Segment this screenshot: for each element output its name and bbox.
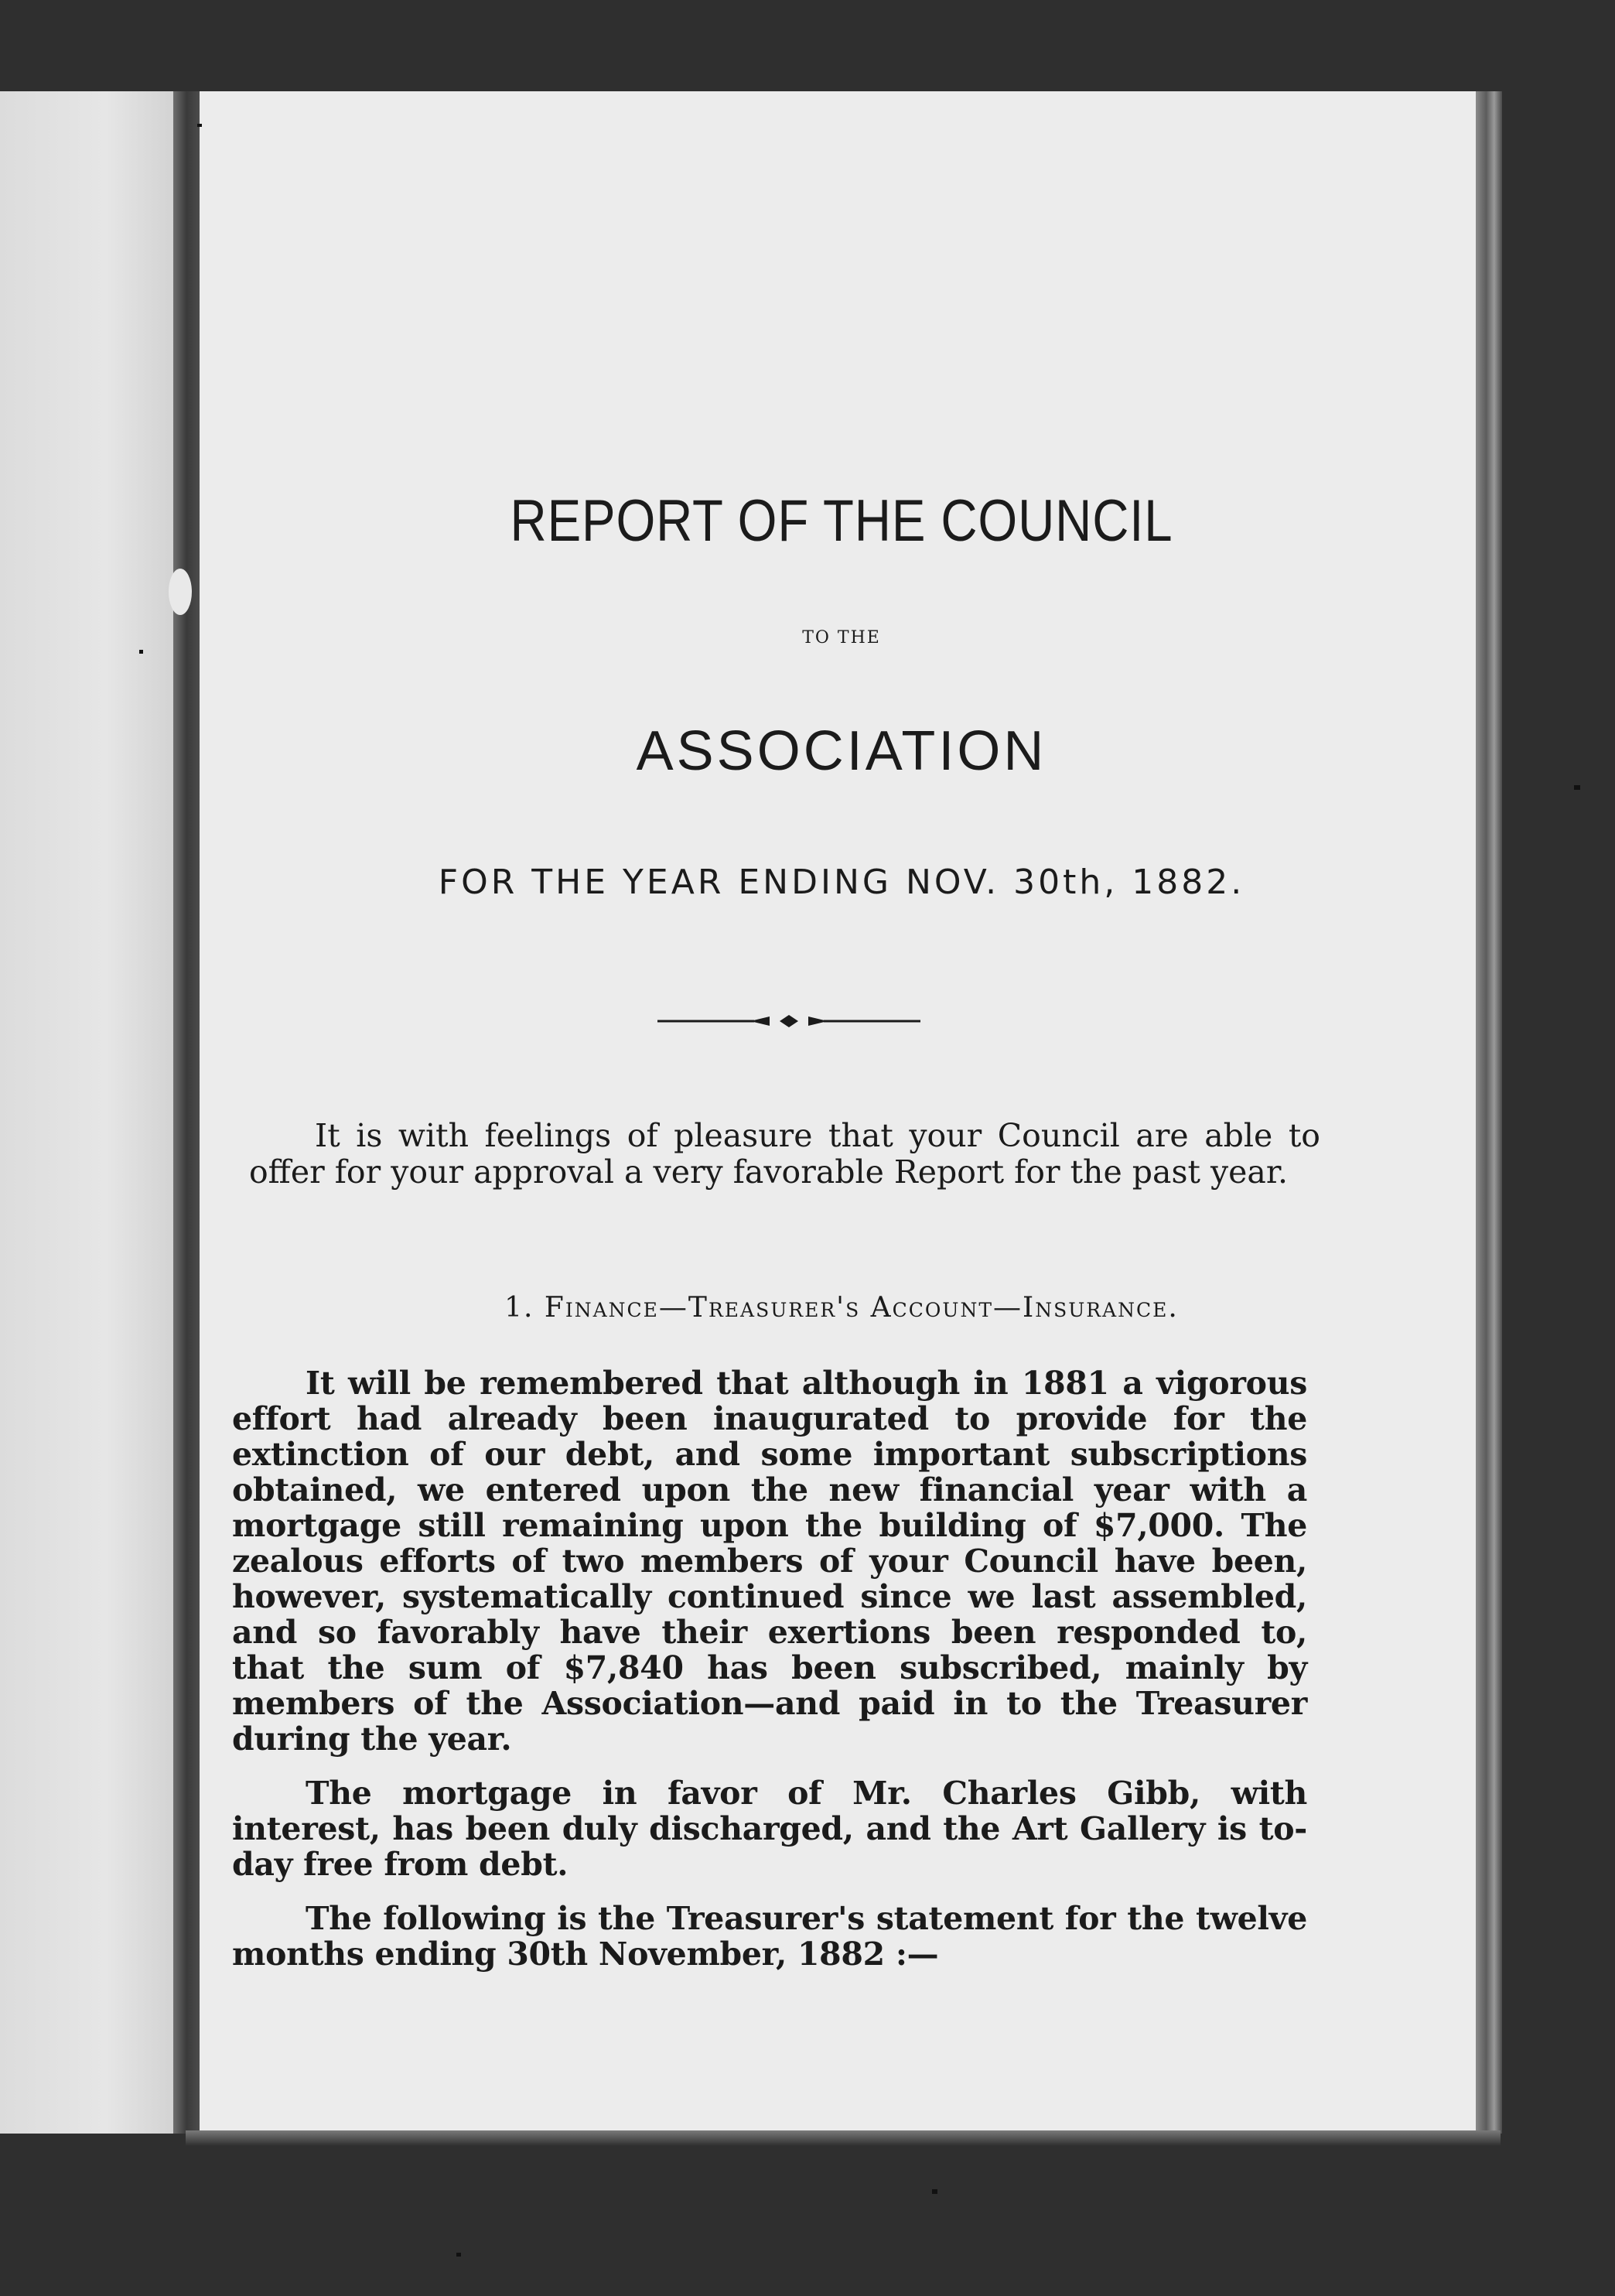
paragraph-statement: The following is the Treasurer's statement for the twelve months ending 30th November, 1882 :— bbox=[232, 1900, 1307, 1973]
dust-speck bbox=[932, 2189, 937, 2194]
page-tear bbox=[169, 569, 192, 615]
dust-speck bbox=[197, 124, 202, 127]
book-gutter bbox=[173, 91, 203, 2134]
dust-speck bbox=[456, 2253, 461, 2257]
title-connector: TO THE bbox=[802, 628, 881, 647]
paragraph-mortgage: The mortgage in favor of Mr. Charles Gibb, with interest, has been duly discharged, and the Art Gallery is to-day free from debt. bbox=[232, 1775, 1307, 1883]
report-title: REPORT OF THE COUNCIL bbox=[510, 488, 1173, 554]
page-edge bbox=[1476, 91, 1502, 2134]
association-heading: ASSOCIATION bbox=[636, 720, 1047, 782]
section-heading: 1. Finance—Treasurer's Account—Insurance. bbox=[504, 1292, 1179, 1324]
page-bottom-shadow bbox=[186, 2130, 1501, 2146]
ornament-divider bbox=[657, 1006, 920, 1037]
body-text bbox=[232, 1365, 1307, 1990]
dust-speck bbox=[1574, 785, 1580, 790]
intro-paragraph: It is with feelings of pleasure that your Council are able to offer for your approval a very favorable Report for the past year. bbox=[249, 1117, 1320, 1191]
year-heading: FOR THE YEAR ENDING NOV. 30th, 1882. bbox=[438, 863, 1245, 902]
dust-speck bbox=[139, 650, 143, 654]
left-facing-page bbox=[0, 91, 176, 2134]
paragraph-debt: It will be remembered that although in 1881 a vigorous effort had already been inaugurated to provide for the extinction of our debt, and some important subscriptions obtained, we entered upon the new financial year with a mortgage still remaining upon the building of $7,000. The zealous efforts of two members of your Council have been, however, systematically continued since we last assembled, and so favorably have their exertions been responded to, that the sum of $7,840 has been subscribed, mainly by members of the Association—and paid in to the Treasurer during the year. bbox=[232, 1365, 1307, 1758]
